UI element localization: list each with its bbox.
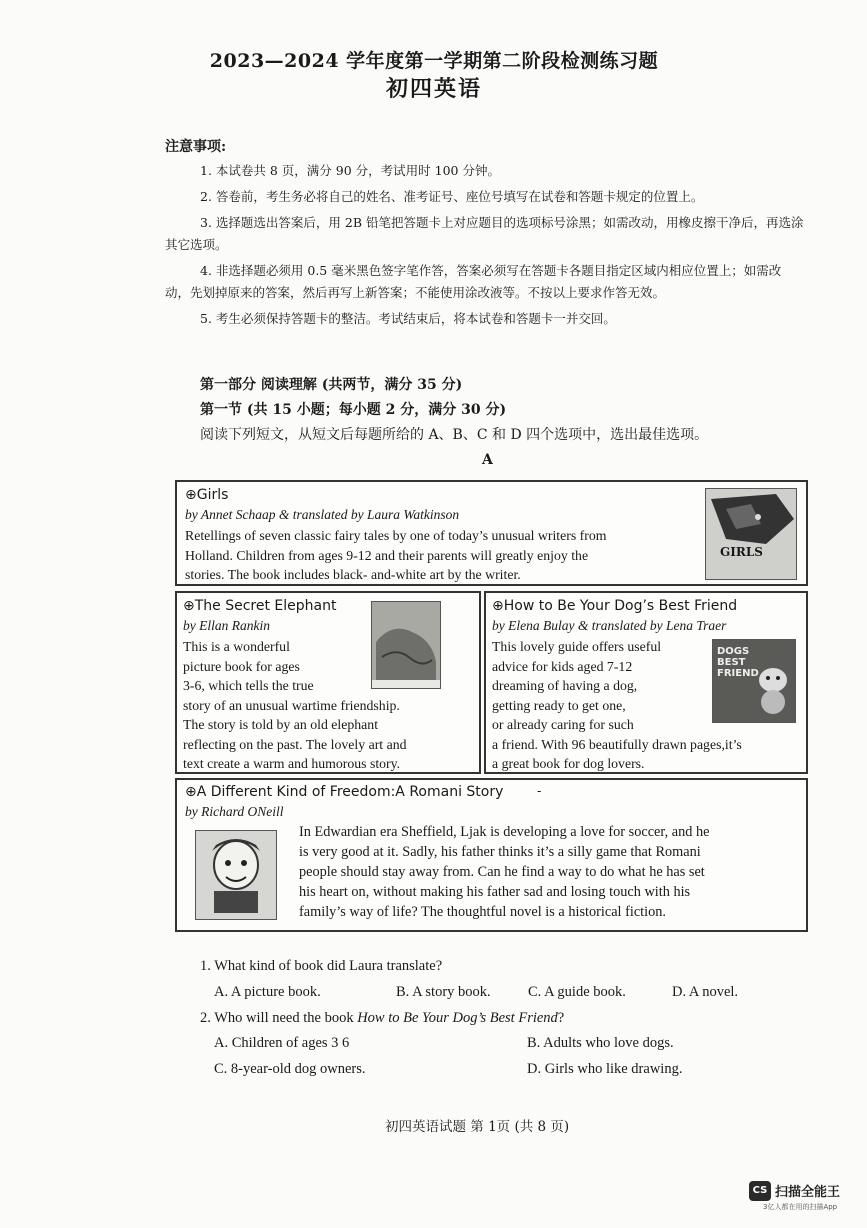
question-1-option-d[interactable]: D. A novel. (672, 984, 739, 1000)
desc-line: family’s way of life? The thoughtful novel is a historical fiction. (299, 904, 666, 920)
book-author: by Elena Bulay & translated by Lena Traer (492, 618, 727, 633)
book-different-freedom (175, 778, 808, 932)
book-cover-dog (712, 639, 796, 723)
notice-item: 1. 本试卷共 8 页，满分 90 分，考试用时 100 分钟。 (200, 163, 500, 178)
instruction: 阅读下列短文，从短文后每题所给的 A、B、C 和 D 四个选项中，选出最佳选项。 (200, 427, 709, 443)
desc-line: or already caring for such (492, 717, 634, 732)
desc-line: a friend. With 96 beautifully drawn pages,it’s (492, 736, 742, 752)
page-footer: 初四英语试题 第 1页 (共 8 页) (385, 1119, 570, 1135)
desc-line: In Edwardian era Sheffield, Ljak is developing a love for soccer, and he (299, 824, 710, 840)
question-2-stem (200, 1010, 564, 1027)
stem-text: ? (557, 1010, 565, 1026)
notice-item: 2. 答卷前，考生务必将自己的姓名、准考证号、座位号填写在试卷和答题卡规定的位置上。 (200, 189, 704, 204)
question-2-option-a[interactable]: A. Children of ages 3 6 (214, 1035, 350, 1051)
cover-art-dog (753, 660, 793, 715)
book-description (299, 822, 804, 922)
notice-item: 4. 非选择题必须用 0.5 毫米黑色签字笔作答，答案必须写在答题卡各题目指定区域内相应位置上；如需改动，先划掉原来的答案，然后再写上新答案；不能使用涂改液等。不按以上要求作答无效。 (165, 263, 782, 300)
cover-title: DOGS BEST FRIEND (717, 646, 759, 679)
desc-line: is very good at it. Sadly, his father thinks it’s a silly game that Romani (299, 844, 701, 860)
book-title: ⊕A Different Kind of Freedom:A Romani Story (185, 784, 504, 800)
exam-subject: 初四英语 (385, 76, 482, 102)
book-cover-romani (195, 830, 277, 920)
notice-item: 3. 选择题选出答案后，用 2B 铅笔把答题卡上对应题目的选项标号涂黑；如需改动，用橡皮擦干净后，再选涂其它选项。 (165, 215, 804, 252)
question-2-option-b[interactable]: B. Adults who love dogs. (527, 1035, 674, 1051)
book-description (185, 526, 705, 585)
desc-line: story of an unusual wartime friendship. (183, 697, 400, 713)
desc-line: reflecting on the past. The lovely art and (183, 736, 407, 752)
part-title: 第一部分 阅读理解 (共两节，满分 35 分) (200, 377, 463, 393)
desc-line: stories. The book includes black- and-white art by the writer. (185, 567, 521, 582)
desc-line: This lovely guide offers useful (492, 639, 662, 654)
book-cover-girls (705, 488, 797, 580)
exam-title: 2023—2024 学年度第一学期第二阶段检测练习题 (209, 50, 659, 72)
question-1-option-a[interactable]: A. A picture book. (214, 984, 321, 1000)
desc-line: dreaming of having a dog, (492, 678, 638, 693)
desc-line: a great book for dog lovers. (492, 756, 645, 771)
desc-line: text create a warm and humorous story. (183, 756, 401, 771)
scanner-badge (749, 1177, 861, 1211)
desc-line: people should stay away from. Can he find a way to do what he has set (299, 864, 705, 880)
question-2-option-d[interactable]: D. Girls who like drawing. (527, 1061, 683, 1077)
desc-line: Retellings of seven classic fairy tales by one of today’s unusual writers from (185, 528, 607, 543)
notice-list (165, 160, 805, 330)
desc-line: his heart on, without making his father sad and losing touch with his (299, 884, 691, 900)
passage-label: A (482, 452, 493, 468)
question-2-option-c[interactable]: C. 8-year-old dog owners. (214, 1061, 366, 1077)
section-title: 第一节 (共 15 小题；每小题 2 分，满分 30 分) (200, 402, 507, 418)
desc-line: This is a wonderful (183, 639, 290, 654)
desc-line: The story is told by an old elephant (183, 717, 379, 732)
book-title: ⊕How to Be Your Dog’s Best Friend (492, 598, 738, 614)
desc-line: picture book for ages (183, 658, 300, 674)
desc-line: 3-6, which tells the true (183, 678, 314, 693)
book-cover-elephant (371, 601, 441, 689)
book-secret-elephant (175, 591, 481, 774)
book-girls (175, 480, 808, 586)
cover-art-elephant (372, 602, 440, 688)
scanner-name: 扫描全能王 (775, 1185, 841, 1200)
cover-art-face (196, 831, 276, 919)
notice-item: 5. 考生必须保持答题卡的整洁。考试结束后，将本试卷和答题卡一并交回。 (200, 311, 616, 326)
cover-art-cat (706, 489, 796, 579)
question-1-stem: 1. What kind of book did Laura translate? (200, 958, 443, 974)
stem-text: 2. Who will need the book (200, 1010, 358, 1026)
desc-line: getting ready to get one, (492, 697, 626, 713)
scanner-logo-icon: CS (749, 1181, 771, 1201)
stray-mark: - (537, 784, 542, 799)
book-title: ⊕The Secret Elephant (183, 598, 337, 614)
book-title: ⊕Girls (185, 487, 229, 503)
book-author: by Ellan Rankin (183, 618, 270, 633)
desc-line: advice for kids aged 7-12 (492, 658, 633, 674)
stem-book-title: How to Be Your Dog’s Best Friend (357, 1010, 558, 1026)
cover-title: GIRLS (720, 545, 763, 559)
book-dogs-best-friend (484, 591, 808, 774)
question-1-option-c[interactable]: C. A guide book. (528, 984, 626, 1000)
scanner-tagline: 3亿人都在用的扫描App (763, 1203, 838, 1211)
question-1-option-b[interactable]: B. A story book. (396, 984, 491, 1000)
notice-heading: 注意事项: (165, 139, 227, 155)
book-author: by Annet Schaap & translated by Laura Watkinson (185, 507, 460, 522)
book-author: by Richard ONeill (185, 804, 284, 819)
desc-line: Holland. Children from ages 9-12 and their parents will greatly enjoy the (185, 547, 589, 563)
